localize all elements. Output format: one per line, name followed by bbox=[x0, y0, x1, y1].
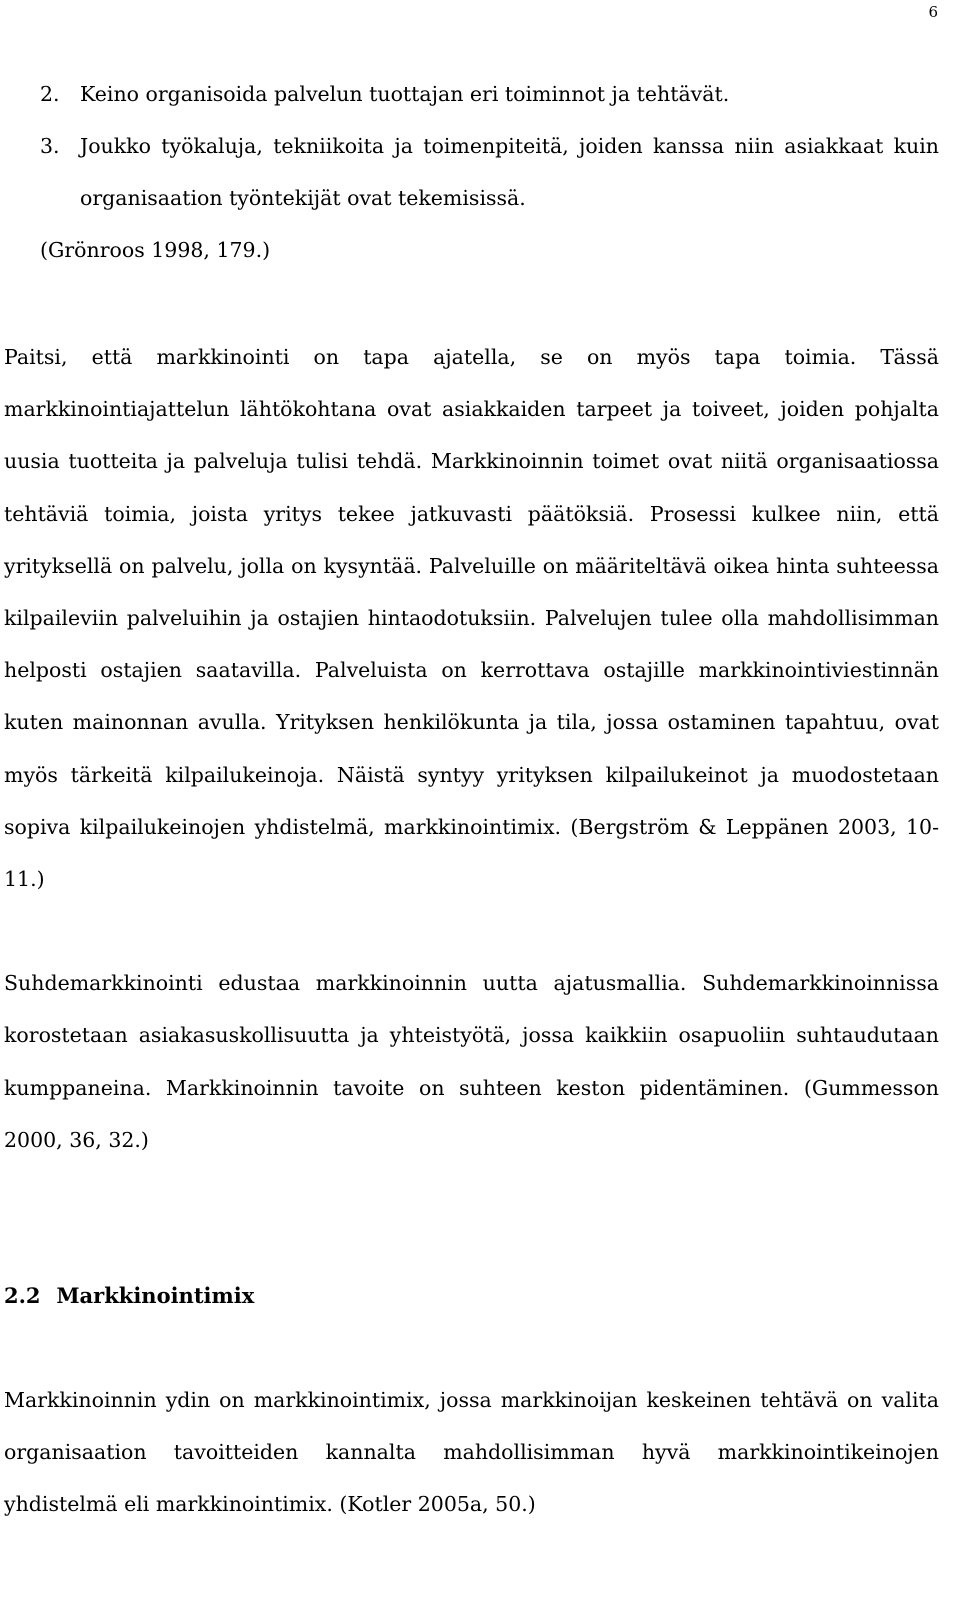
list-item-text: Keino organisoida palvelun tuottajan eri toiminnot ja tehtävät. bbox=[80, 82, 730, 106]
section-title: Markkinointimix bbox=[56, 1283, 255, 1309]
list-citation: (Grönroos 1998, 179.) bbox=[40, 238, 271, 262]
page-number: 6 bbox=[928, 3, 938, 21]
paragraph-marketing-mix: Markkinoinnin ydin on markkinointimix, jossa markkinoijan keskeinen tehtävä on valita organisaation tavoitteiden kannalta mahdollisimman hyvä markkinointikeinojen yhdistelmä eli markkinointimix. (Kotler 2005a, 50.) bbox=[4, 1388, 939, 1517]
list-item-number: 3. bbox=[40, 134, 60, 158]
document-body bbox=[4, 68, 939, 1531]
list-item-number: 2. bbox=[40, 82, 60, 106]
paragraph-relationship-marketing: Suhdemarkkinointi edustaa markkinoinnin uutta ajatusmallia. Suhdemarkkinoinnissa korostetaan asiakasuskollisuutta ja yhteistyötä, jossa kaikkiin osapuoliin suhtaudutaan kumppaneina. Markkinoinnin tavoite on suhteen keston pidentäminen. (Gummesson 2000, 36, 32.) bbox=[4, 971, 939, 1152]
list-item-text: Joukko työkaluja, tekniikoita ja toimenpiteitä, joiden kanssa niin asiakkaat kuin organisaation työntekijät ovat tekemisissä. bbox=[80, 134, 939, 210]
list-item bbox=[40, 120, 939, 224]
list-item bbox=[40, 68, 939, 120]
section-number: 2.2 bbox=[4, 1283, 41, 1309]
section-heading bbox=[4, 1270, 939, 1322]
paragraph-marketing-action: Paitsi, että markkinointi on tapa ajatella, se on myös tapa toimia. Tässä markkinointiajattelun lähtökohtana ovat asiakkaiden tarpeet ja toiveet, joiden pohjalta uusia tuotteita ja palveluja tulisi tehdä. Markkinoinnin toimet ovat niitä organisaatiossa tehtäviä toimia, joista yritys tekee jatkuvasti päätöksiä. Prosessi kulkee niin, että yrityksellä on palvelu, jolla on kysyntää. Palveluille on määriteltävä oikea hinta suhteessa kilpaileviin palveluihin ja ostajien hintaodotuksiin. Palvelujen tulee olla mahdollisimman helposti ostajien saatavilla. Palveluista on kerrottava ostajille markkinointiviestinnän kuten mainonnan avulla. Yrityksen henkilökunta ja tila, jossa ostaminen tapahtuu, ovat myös tärkeitä kilpailukeinoja. Näistä syntyy yrityksen kilpailukeinot ja muodostetaan sopiva kilpailukeinojen yhdistelmä, markkinointimix. (Bergström & Leppänen 2003, 10-11.) bbox=[4, 345, 939, 892]
